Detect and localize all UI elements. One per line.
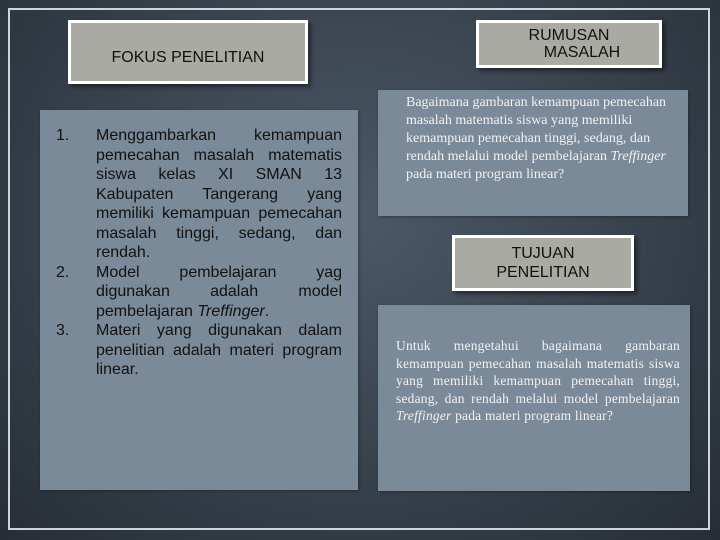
fokus-item-text-end: . [264, 302, 270, 320]
fokus-item-number: 1. [56, 127, 70, 144]
rumusan-italic: Treffinger [610, 149, 666, 164]
rumusan-text-part: Bagaimana gambaran kemampuan pemecahan masalah matematis siswa yang memiliki kemampuan pemecahan tinggi, sedang, dan rendah melalui model pembelajaran [406, 95, 667, 164]
rumusan-masalah-panel [378, 90, 688, 216]
fokus-item-italic: Treffinger [197, 302, 265, 320]
tujuan-title-line2: PENELITIAN [496, 264, 590, 281]
fokus-item-3 [40, 321, 342, 380]
tujuan-text-part: Untuk mengetahui bagaimana gambaran kemampuan pemecahan masalah matematis siswa yang memiliki kemampuan pemecahan tinggi, sedang, dan rendah melalui model pembelajaran [396, 338, 680, 406]
fokus-item-text-part: Model pembelajaran yag digunakan adalah model pembelajaran [96, 263, 342, 320]
rumusan-title-line1: RUMUSAN [528, 27, 610, 44]
tujuan-italic: Treffinger [396, 408, 452, 423]
fokus-item-number: 2. [56, 263, 70, 281]
fokus-item-number: 3. [56, 322, 70, 339]
fokus-penelitian-title [68, 20, 308, 84]
fokus-item-1 [40, 126, 342, 263]
tujuan-title-text [496, 244, 589, 282]
rumusan-title-text [518, 27, 620, 61]
tujuan-title-line1: TUJUAN [511, 245, 575, 262]
rumusan-masalah-title [476, 20, 662, 68]
fokus-item-text: Materi yang digunakan dalam penelitian adalah materi program linear. [96, 322, 342, 378]
tujuan-penelitian-panel [378, 305, 690, 491]
rumusan-text-end: pada materi program linear? [406, 167, 565, 182]
fokus-item-text [96, 263, 342, 322]
tujuan-penelitian-title [452, 235, 634, 291]
fokus-penelitian-panel [40, 110, 358, 490]
rumusan-text [406, 94, 680, 184]
rumusan-title-line2: MASALAH [543, 44, 621, 61]
fokus-list [40, 126, 342, 380]
fokus-item-2 [40, 263, 342, 322]
fokus-title-text: FOKUS PENELITIAN [111, 49, 265, 66]
fokus-item-text: Menggambarkan kemampuan pemecahan masalah matematis siswa kelas XI SMAN 13 Kabupaten Tangerang yang memiliki kemampuan pemecahan masalah tinggi, sedang, dan rendah. [96, 127, 342, 261]
tujuan-text-end: pada materi program linear? [451, 408, 614, 423]
tujuan-text [396, 337, 680, 425]
